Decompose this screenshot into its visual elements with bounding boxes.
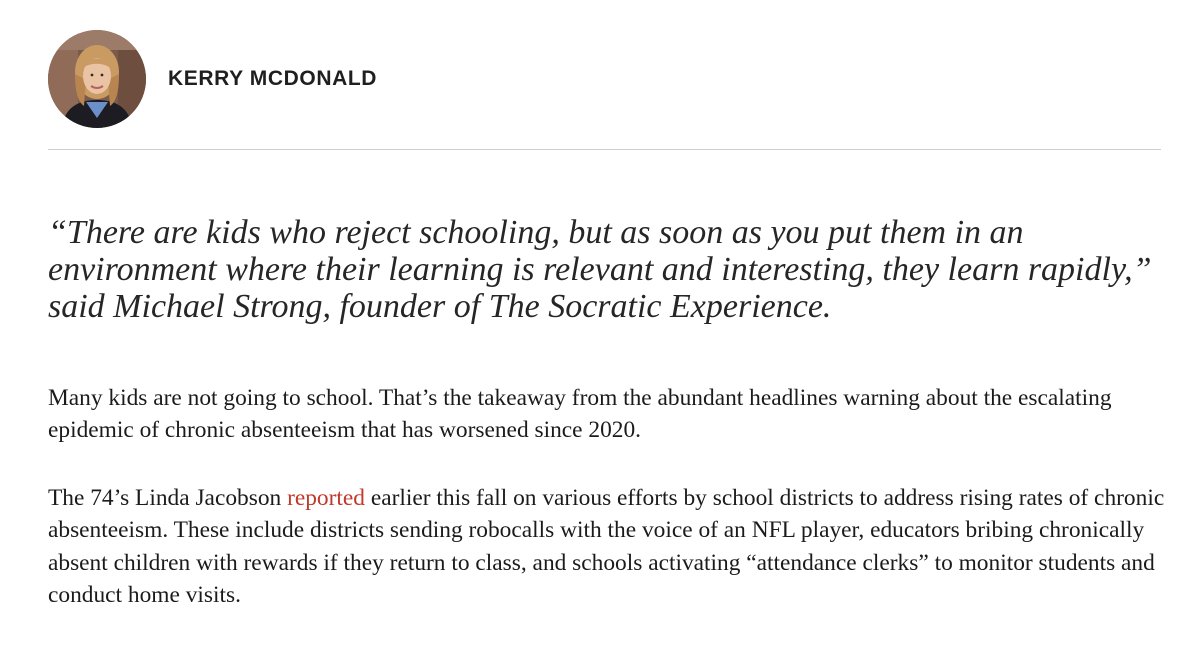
header-divider [48, 149, 1161, 150]
reported-link[interactable]: reported [287, 485, 365, 511]
pull-quote: “There are kids who reject schooling, but as soon as you put them in an environment where their learning is relevant and interesting, they learn rapidly,” said Michael Strong, founder of The Socratic Experience. [48, 214, 1152, 325]
author-byline [48, 30, 377, 128]
paragraph-2-rest: earlier this fall on various efforts by school districts to address rising rates of chronic absenteeism. These include districts sending robocalls with the voice of an NFL player, educators bribing chronically absent children with rewards if they return to class, and schools activating “attendance clerks” to monitor students and conduct home visits. [48, 485, 1165, 608]
author-avatar[interactable] [48, 30, 146, 128]
author-name[interactable]: KERRY MCDONALD [168, 67, 378, 90]
article-paragraph-1: Many kids are not going to school. That’s the takeaway from the abundant headlines warning about the escalating epidemic of chronic absenteeism that has worsened since 2020. [48, 385, 1112, 444]
paragraph-2-lead: The 74’s Linda Jacobson [48, 485, 288, 511]
author-portrait-icon [48, 30, 146, 128]
article-paragraph-2 [48, 482, 1168, 611]
